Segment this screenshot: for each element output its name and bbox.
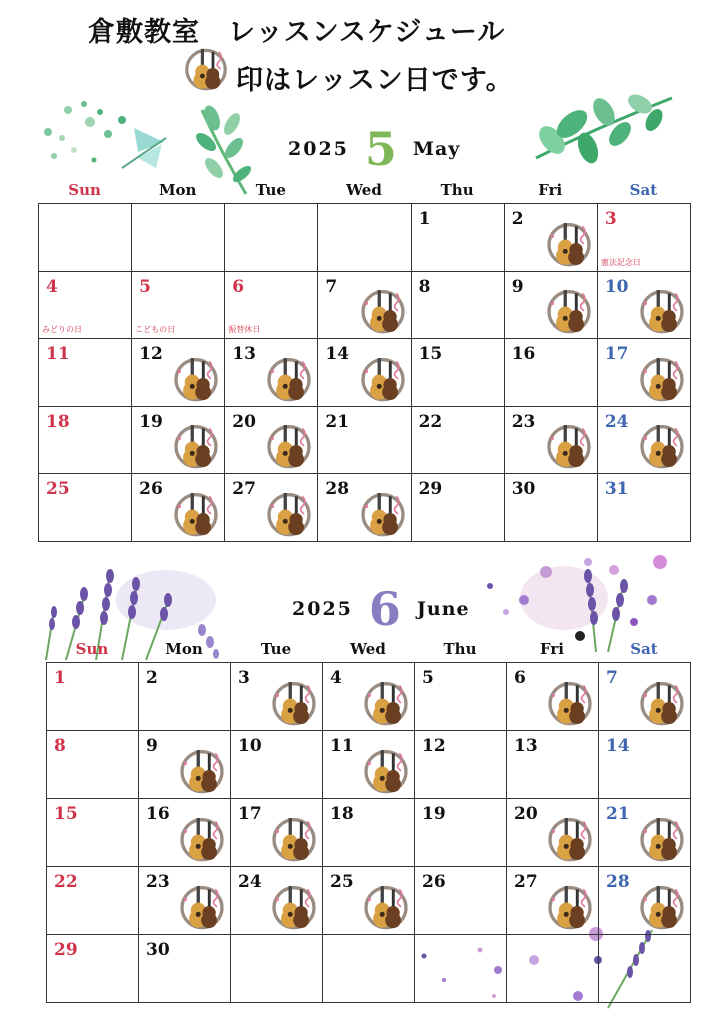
holiday-label: 振替休日: [228, 325, 261, 335]
day-number: 4: [330, 668, 342, 688]
guitar-lesson-icon: [637, 420, 687, 470]
week-row: [39, 271, 691, 339]
day-cell: [231, 799, 323, 867]
year-label: 2025: [292, 598, 353, 620]
day-cell: [507, 731, 599, 799]
day-number: 12: [139, 344, 163, 365]
weekday-thu: Thu: [443, 640, 477, 658]
empty-day-cell: [231, 935, 323, 1003]
guitar-lesson-icon: [544, 285, 594, 335]
calendar-grid-may: [38, 203, 691, 542]
guitar-lesson-icon: [358, 488, 408, 538]
day-cell: [39, 406, 132, 474]
day-cell: [504, 406, 597, 474]
day-cell: [599, 799, 691, 867]
day-cell: [411, 271, 504, 339]
guitar-lesson-icon: [264, 353, 314, 403]
day-cell: [415, 867, 507, 935]
day-number: 18: [330, 804, 354, 824]
day-cell: [139, 731, 231, 799]
guitar-lesson-icon: [637, 353, 687, 403]
leafy-branch-decoration: [528, 88, 678, 174]
guitar-lesson-icon: [269, 677, 319, 727]
day-cell: [47, 663, 139, 731]
holiday-label: 憲法記念日: [600, 257, 641, 267]
guitar-lesson-icon: [637, 677, 687, 727]
day-cell: [411, 474, 504, 542]
weekday-thu: Thu: [440, 181, 474, 199]
weekday-header-may: [38, 181, 690, 199]
day-cell: [597, 474, 690, 542]
day-number: 14: [325, 344, 350, 365]
day-number: 12: [422, 736, 446, 756]
guitar-lesson-icon: [171, 488, 221, 538]
holiday-label: こどもの日: [135, 325, 176, 335]
day-cell: [323, 731, 415, 799]
day-cell: [415, 799, 507, 867]
page-subtitle: 印はレッスン日です。: [236, 65, 514, 96]
day-cell: [599, 867, 691, 935]
day-cell: [132, 339, 225, 407]
day-cell: [415, 731, 507, 799]
day-number: 21: [325, 411, 350, 432]
weekday-mon: Mon: [165, 640, 203, 658]
day-number: 25: [330, 872, 354, 892]
empty-day-cell: [318, 204, 411, 272]
leaf-dots-decoration: [38, 98, 178, 178]
day-number: 31: [604, 479, 629, 500]
day-cell: [415, 663, 507, 731]
day-number: 2: [146, 668, 158, 688]
guitar-lesson-icon: [544, 420, 594, 470]
day-number: 13: [514, 736, 538, 756]
week-row: [39, 474, 691, 542]
day-number: 2: [511, 209, 524, 229]
guitar-lesson-icon: [182, 44, 230, 92]
month-header-june: [292, 582, 470, 636]
weekday-fri: Fri: [540, 640, 564, 658]
day-number: 20: [514, 804, 538, 824]
day-cell: [47, 935, 139, 1003]
guitar-lesson-icon: [177, 881, 227, 931]
day-number: 7: [325, 276, 338, 297]
weekday-sun: Sun: [75, 640, 109, 658]
day-cell: [132, 474, 225, 542]
day-cell: [411, 204, 504, 272]
day-number: 5: [139, 276, 151, 297]
weekday-mon: Mon: [158, 181, 197, 199]
empty-day-cell: [323, 935, 415, 1003]
week-row: [39, 339, 691, 407]
weekday-fri: Fri: [538, 181, 563, 199]
day-cell: [139, 867, 231, 935]
day-number: 23: [511, 411, 536, 432]
day-number: 17: [238, 804, 262, 824]
day-number: 17: [604, 344, 629, 365]
day-number: 15: [418, 344, 443, 365]
day-cell: [39, 271, 132, 339]
month-number: 5: [364, 122, 397, 176]
day-cell: [231, 663, 323, 731]
weekday-sat: Sat: [629, 181, 658, 199]
page-title: 倉敷教室 レッスンスケジュール: [88, 17, 506, 48]
day-cell: [323, 663, 415, 731]
guitar-lesson-icon: [637, 813, 687, 863]
guitar-lesson-icon: [171, 353, 221, 403]
day-cell: [225, 474, 318, 542]
day-cell: [139, 935, 231, 1003]
day-cell: [504, 339, 597, 407]
weekday-tue: Tue: [255, 181, 286, 199]
empty-day-cell: [132, 204, 225, 272]
day-cell: [47, 799, 139, 867]
day-cell: [225, 271, 318, 339]
day-number: 22: [418, 411, 443, 432]
day-number: 22: [54, 872, 78, 892]
day-number: 5: [422, 668, 434, 688]
day-cell: [323, 799, 415, 867]
day-cell: [318, 474, 411, 542]
day-number: 19: [422, 804, 446, 824]
day-cell: [318, 406, 411, 474]
day-cell: [507, 663, 599, 731]
day-cell: [225, 406, 318, 474]
day-cell: [504, 204, 597, 272]
empty-day-cell: [225, 204, 318, 272]
day-number: 19: [139, 411, 163, 432]
guitar-lesson-icon: [269, 813, 319, 863]
day-cell: [132, 406, 225, 474]
day-number: 29: [54, 940, 78, 960]
day-cell: [132, 271, 225, 339]
weekday-sun: Sun: [68, 181, 101, 199]
guitar-lesson-icon: [545, 813, 595, 863]
empty-day-cell: [507, 935, 599, 1003]
weekday-tue: Tue: [260, 640, 292, 658]
month-name: June: [416, 598, 470, 620]
week-row: [47, 799, 691, 867]
day-number: 10: [604, 276, 629, 297]
day-number: 30: [511, 479, 536, 500]
day-cell: [139, 663, 231, 731]
day-number: 4: [46, 276, 58, 297]
day-number: 9: [511, 276, 524, 297]
guitar-lesson-icon: [177, 745, 227, 795]
day-cell: [323, 867, 415, 935]
day-number: 24: [238, 872, 262, 892]
day-number: 16: [511, 344, 536, 365]
guitar-lesson-icon: [171, 420, 221, 470]
guitar-lesson-icon: [361, 881, 411, 931]
guitar-lesson-icon: [264, 488, 314, 538]
day-cell: [411, 339, 504, 407]
day-cell: [318, 271, 411, 339]
day-number: 28: [606, 872, 630, 892]
month-number: 6: [368, 582, 401, 636]
day-number: 10: [238, 736, 262, 756]
year-label: 2025: [288, 138, 349, 160]
day-cell: [47, 731, 139, 799]
day-cell: [597, 339, 690, 407]
guitar-lesson-icon: [545, 881, 595, 931]
day-number: 3: [604, 209, 617, 229]
day-cell: [597, 271, 690, 339]
day-cell: [47, 867, 139, 935]
day-number: 18: [46, 411, 70, 432]
week-row: [47, 867, 691, 935]
weekday-header-june: [46, 640, 690, 658]
day-number: 30: [146, 940, 170, 960]
calendar-grid-june: [46, 662, 691, 1003]
day-number: 13: [232, 344, 256, 365]
guitar-lesson-icon: [637, 881, 687, 931]
day-cell: [39, 339, 132, 407]
day-cell: [597, 406, 690, 474]
day-number: 21: [606, 804, 630, 824]
day-number: 11: [330, 736, 354, 756]
guitar-lesson-icon: [264, 420, 314, 470]
guitar-lesson-icon: [358, 353, 408, 403]
day-cell: [318, 339, 411, 407]
day-number: 27: [514, 872, 538, 892]
day-number: 20: [232, 411, 256, 432]
day-number: 9: [146, 736, 158, 756]
week-row: [39, 406, 691, 474]
day-number: 8: [418, 276, 431, 297]
day-number: 25: [46, 479, 70, 500]
empty-day-cell: [599, 935, 691, 1003]
day-number: 27: [232, 479, 256, 500]
day-cell: [411, 406, 504, 474]
day-number: 6: [232, 276, 245, 297]
day-cell: [225, 339, 318, 407]
day-number: 26: [422, 872, 446, 892]
day-number: 16: [146, 804, 170, 824]
week-row: [47, 663, 691, 731]
week-row: [39, 204, 691, 272]
month-name: May: [412, 138, 461, 160]
day-cell: [597, 204, 690, 272]
empty-day-cell: [39, 204, 132, 272]
month-header-may: [288, 122, 460, 176]
week-row: [47, 731, 691, 799]
day-cell: [139, 799, 231, 867]
day-number: 7: [606, 668, 618, 688]
guitar-lesson-icon: [269, 881, 319, 931]
day-number: 8: [54, 736, 66, 756]
guitar-lesson-icon: [177, 813, 227, 863]
day-cell: [231, 731, 323, 799]
day-cell: [599, 731, 691, 799]
guitar-lesson-icon: [544, 218, 594, 268]
day-number: 14: [606, 736, 630, 756]
day-cell: [599, 663, 691, 731]
day-number: 11: [46, 344, 70, 365]
day-number: 23: [146, 872, 170, 892]
guitar-lesson-icon: [637, 285, 687, 335]
guitar-lesson-icon: [361, 745, 411, 795]
day-number: 3: [238, 668, 250, 688]
day-cell: [504, 271, 597, 339]
day-cell: [507, 867, 599, 935]
weekday-wed: Wed: [350, 640, 386, 658]
day-number: 6: [514, 668, 526, 688]
holiday-label: みどりの日: [42, 325, 82, 335]
day-number: 24: [604, 411, 629, 432]
week-row: [47, 935, 691, 1003]
day-number: 28: [325, 479, 350, 500]
day-number: 29: [418, 479, 443, 500]
weekday-wed: Wed: [346, 181, 382, 199]
weekday-sat: Sat: [630, 640, 658, 658]
day-cell: [507, 799, 599, 867]
day-number: 1: [418, 209, 431, 229]
day-number: 15: [54, 804, 78, 824]
guitar-lesson-icon: [358, 285, 408, 335]
day-number: 1: [54, 668, 66, 688]
guitar-lesson-icon: [545, 677, 595, 727]
guitar-lesson-icon: [361, 677, 411, 727]
day-cell: [231, 867, 323, 935]
day-cell: [504, 474, 597, 542]
day-number: 26: [139, 479, 163, 500]
day-cell: [39, 474, 132, 542]
empty-day-cell: [415, 935, 507, 1003]
